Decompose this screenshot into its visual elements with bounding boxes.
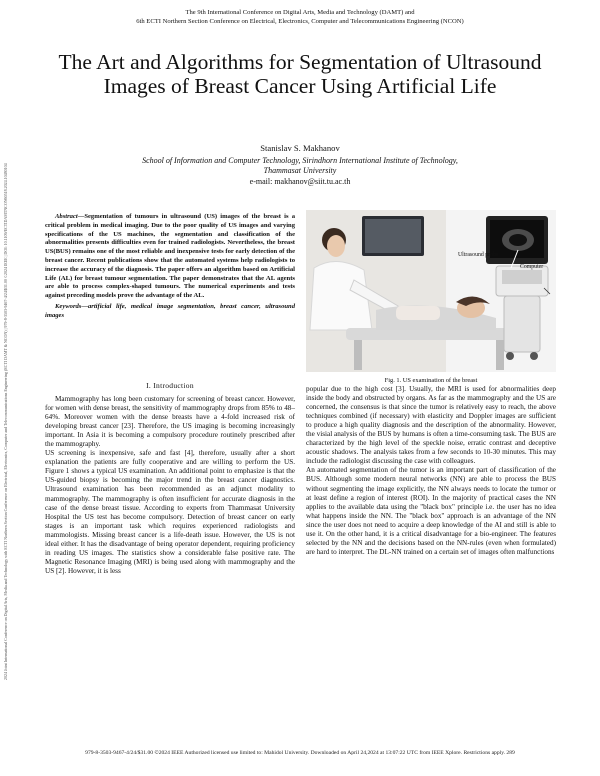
conference-line-1: The 9th International Conference on Digital Arts, Media and Technology (DAMT) and bbox=[185, 9, 415, 16]
abstract-text: Segmentation of tumours in ultrasound (US) images of the breast is a critical problem in medical imaging. Due to the poor quality of US images and varying specifications of the US machines, the segmentation and classification of the abnormalities presents difficulties even for trained radiologists. Nevertheless, the breast US(BUS) remains one of the most reliable and inexpensive tests for early detection of the breast cancer. Recent publications show that the automated systems help radiologists to increase the accuracy of the diagnosis. The paper offers an algorithm based on Artificial Life (AL) for breast tumour segmentation. The paper demonstrates that the AL agents are able to process complex-shaped tumours. The numerical experiments and tests against preceding models prove the advantage of the AL. bbox=[45, 213, 295, 300]
figure-1-caption: Fig. 1. US examination of the breast bbox=[384, 377, 478, 384]
conference-header bbox=[0, 8, 600, 26]
conference-line-2: 6th ECTI Northern Section Conference on Electrical, Electronics, Computer and Telecommunications Engineering (NCON) bbox=[136, 18, 464, 25]
doi-sidebar bbox=[2, 100, 14, 680]
intro-paragraph-2: US screening is inexpensive, safe and fast [4], therefore, usually after a short explanation the patients are fully cooperative and are willing to perform the US. Figure 1 shows a typical US examination. An additional point to emphasize is that the US-guided biopsy is becoming the major trend in the breast cancer diagnostics. Ultrasound examination has been recommended as an adjunct modality to mammography. The mammography is often insufficient for accurate diagnosis in the case of the dense breast tissue. According to experts from Thammasat University Hospital the US test has become compulsory. Detection of breast cancer on early stages is an important task which requires experienced radiologists and mammologists. Missing breast cancer is a life-death issue. However, the US is not ideal either. It has the disadvantage of being operator dependent, requiring proficiency in reading US images. The statistics show a considerable false positive rate. The Magnetic Resonance Imaging (MRI) is being used along with mammography and the US [2]. However, it is less bbox=[45, 449, 295, 575]
section-heading-introduction: I. Introduction bbox=[146, 381, 194, 390]
author-name: Stanislav S. Makhanov bbox=[260, 143, 340, 153]
page-footer: 979-8-3503-9467-4/24/$31.00 ©2024 IEEE Authorized licensed use limited to: Mahidol University. Downloaded on April 24,2024 at 13:07:22 UTC from IEEE Xplore. Restrictions apply. 289 bbox=[85, 750, 515, 756]
intro-paragraph-4: An automated segmentation of the tumor is an important part of classification of the BUS. Although some modern neural networks (NN) are able to process the BUS without segmenting the image explicitly, the NN always needs to locate the tumor or at least define a region of interest (ROI). In the majority of practical cases the NN applies to the available data using the "black box" principle i.e. the user has no idea what happens inside the NN. The "black box" approach is an advantage of the NN since the user does not need to acquire a deep knowledge of the AI and still is able to use it. On the other hand, it is a critical disadvantage for a bio-engineer. The features selected by the NN and the decisions based on the NN-rules (even when formulated) are hard to interpret. The DL-NN trained on a certain set of images often malfunctions bbox=[306, 466, 556, 556]
doi-sidebar-text: 2024 Joint International Conference on Digital Arts, Media and Technology with ECTI Northern Section Conference on Electrical, Electronics, Computer and Telecommunications Engineering (ECTI DAMT & NCON) | 979-8-3503-9467-4/24/$31.00 ©2024 IEEE | DOI: 10.1109/ECTIDAMTNCON60518.2024.10480104 bbox=[3, 163, 8, 680]
keywords-label: Keywords bbox=[55, 302, 82, 310]
paper-title: The Art and Algorithms for Segmentation of Ultrasound Images of Breast Cancer Using Artificial Life bbox=[58, 50, 542, 98]
right-column bbox=[306, 385, 556, 557]
left-column bbox=[45, 395, 295, 576]
author-block bbox=[40, 143, 560, 187]
author-affiliation-2: Thammasat University bbox=[263, 166, 337, 175]
keywords-text: artificial life, medical image segmentation, breast cancer, ultrasound images bbox=[45, 302, 295, 319]
intro-paragraph-3: popular due to the high cost [3]. Usually, the MRI is used for abnormalities deep inside the body and obstructed by organs. As far as the mammography and the US are concerned, the consensus is that since the tumor is relatively easy to reach, the above techniques combined (if necessary) with elasticity and Doppler images are sufficient to produce a high quality diagnosis and the description of the abnormality. However, the visial analysis of the BUS by humans is often a time-consuming task. The BUS are characterized by the high level of the speckle noise, erratic contrast and deceptive acoustic shadows. The analysis takes from a few seconds to 10-30 minutes. This may include the radiologist discussing the case with colleagues. bbox=[306, 385, 556, 466]
figure-label-computer: Computer bbox=[520, 264, 544, 270]
author-affiliation-1: School of Information and Computer Technology, Sirindhorn International Institute of Technology, bbox=[142, 155, 458, 165]
figure-1 bbox=[306, 210, 556, 372]
figure-1-image bbox=[306, 210, 556, 372]
abstract-label: Abstract bbox=[55, 213, 78, 220]
figure-label-probe: Ultrasound probe bbox=[458, 252, 499, 258]
author-email: e-mail: makhanov@siit.tu.ac.th bbox=[249, 176, 351, 186]
abstract: Abstract—Segmentation of tumours in ultrasound (US) images of the breast is a critical problem in medical imaging. Due to the poor quality of US images and varying specifications of the US machines, the segmentation and classification of the abnormalities presents difficulties even for trained radiologists. Nevertheless, the breast US(BUS) remains one of the most reliable and inexpensive tests for early detection of the breast cancer. Recent publications show that the automated systems help radiologists to increase the accuracy of the diagnosis. The paper offers an algorithm based on Artificial Life (AL) for breast tumour segmentation. The paper demonstrates that the AL agents are able to process complex-shaped tumours. The numerical experiments and tests against preceding models prove the advantage of the AL. Keywords—artificial life, medical image segmentation, breast cancer, ultrasound images bbox=[45, 213, 295, 319]
intro-paragraph-1: Mammography has long been customary for screening of breast cancer. However, for women with dense breast, the sensitivity of mammography drops from 85% to 48–64%. Moreover women with the dense breasts have a 4-fold increased risk of developing breast cancer [23]. Therefore, the US imaging is becoming increasingly important. In Asia it is becoming a compulsory procedure routinely prescribed after the mammography. bbox=[45, 395, 295, 449]
